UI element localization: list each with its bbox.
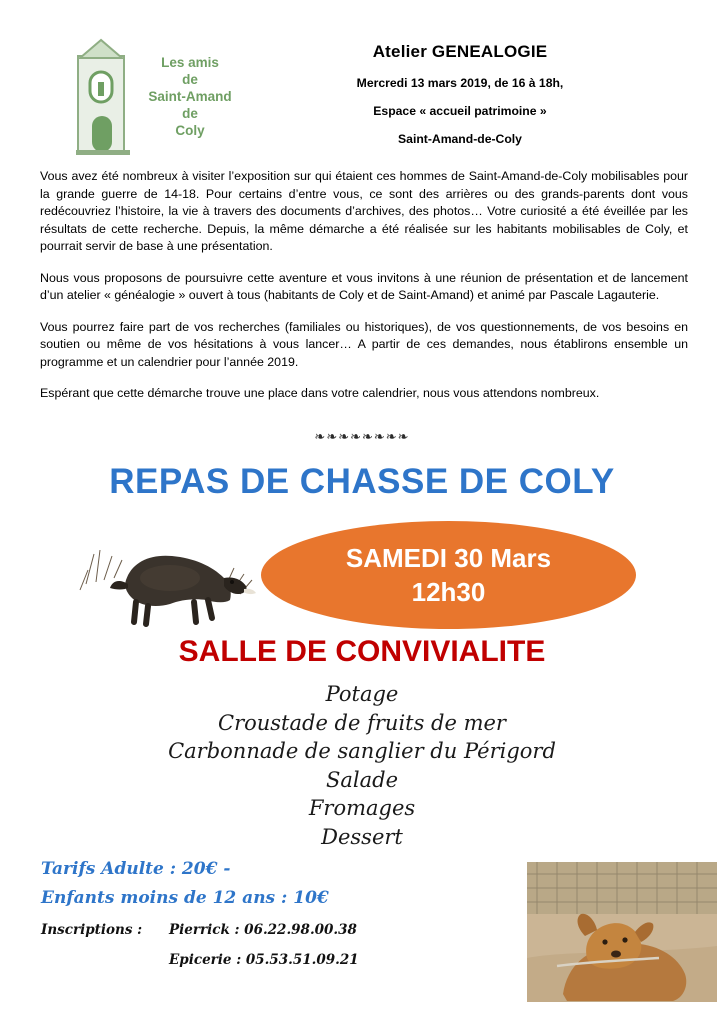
price-child: Enfants moins de 12 ans : 10€ (41, 888, 329, 908)
pricing-block (41, 855, 541, 913)
paragraph-1: Vous avez été nombreux à visiter l’exposition sur qui étaient ces hommes de Saint-Amand-de-Coly mobilisables pour la grande guerre de 14-18. Pour certains d’entre vous, ce sont des arrières ou des grands-parents dont vous redécouvriez l’histoire, la vie à travers des documents d’archives, des photos… Votre curiosité a été éveillée par les résultats de cette recherche. Depuis, la même démarche a été réalisée sur les habitants mobilisables de Coly, et pourrait servir de base à une présentation. (40, 169, 688, 253)
registration-contact-pierrick: Pierrick : 06.22.98.00.38 (169, 922, 357, 938)
menu-item: Potage (325, 682, 399, 706)
church-tower-logo-icon (72, 38, 134, 156)
paragraph-2: Nous vous proposons de poursuivre cette aventure et vous invitons à une réunion de présentation et de lancement d’un atelier « généalogie » ouvert à tous (habitants de Coly et de Saint-Amand) et animé par Pascale Lagauterie. (40, 270, 688, 302)
logo-line-2: de (182, 72, 198, 87)
atelier-town: Saint-Amand-de-Coly (398, 132, 522, 146)
menu-item: Dessert (321, 824, 403, 849)
paragraph-3: Vous pourrez faire part de vos recherches (familiales ou historiques), de vos questionnements, de vos besoins en soutien ou même de vos hésitations à vous lancer… A partir de ces demandes, nous établirons ensemble un programme et un calendrier pour l’année 2019. (40, 319, 688, 369)
menu-list (0, 680, 724, 851)
price-adult: Tarifs Adulte : 20€ - (41, 859, 231, 879)
event-time: 12h30 (411, 577, 486, 607)
menu-item: Croustade de fruits de mer (218, 710, 506, 735)
menu-item: Salade (325, 767, 398, 792)
logo-line-4: de (182, 106, 198, 121)
registration-label: Inscriptions : (41, 922, 143, 938)
atelier-datetime: Mercredi 13 mars 2019, de 16 à 18h, (356, 76, 564, 90)
atelier-place: Espace « accueil patrimoine » (373, 104, 547, 118)
decorative-ornament: ❧❧❧❧❧❧❧❧ (314, 430, 410, 445)
event-date: SAMEDI 30 Mars (345, 543, 552, 573)
event-date-badge (261, 521, 636, 629)
menu-item: Fromages (308, 796, 416, 820)
logo-line-1: Les amis (161, 55, 219, 70)
association-logo (72, 38, 242, 158)
association-name (138, 54, 242, 139)
paragraph-4: Espérant que cette démarche trouve une place dans votre calendrier, nous vous attendons nombreux. (40, 386, 600, 400)
logo-line-5: Coly (175, 123, 205, 138)
event-title: REPAS DE CHASSE DE COLY (109, 462, 615, 501)
dog-photo-icon (527, 862, 717, 1002)
menu-item: Carbonnade de sanglier du Périgord (168, 739, 556, 763)
logo-line-3: Saint-Amand (148, 89, 232, 104)
registration-contact-epicerie: Epicerie : 05.53.51.09.21 (169, 952, 359, 968)
wild-boar-illustration-icon (74, 520, 259, 630)
atelier-title: Atelier GENEALOGIE (372, 42, 548, 61)
event-venue: SALLE DE CONVIVIALITE (178, 635, 546, 668)
registration-block (41, 922, 511, 968)
body-text (40, 168, 688, 417)
document-header (0, 0, 724, 160)
atelier-header-block (250, 42, 670, 146)
